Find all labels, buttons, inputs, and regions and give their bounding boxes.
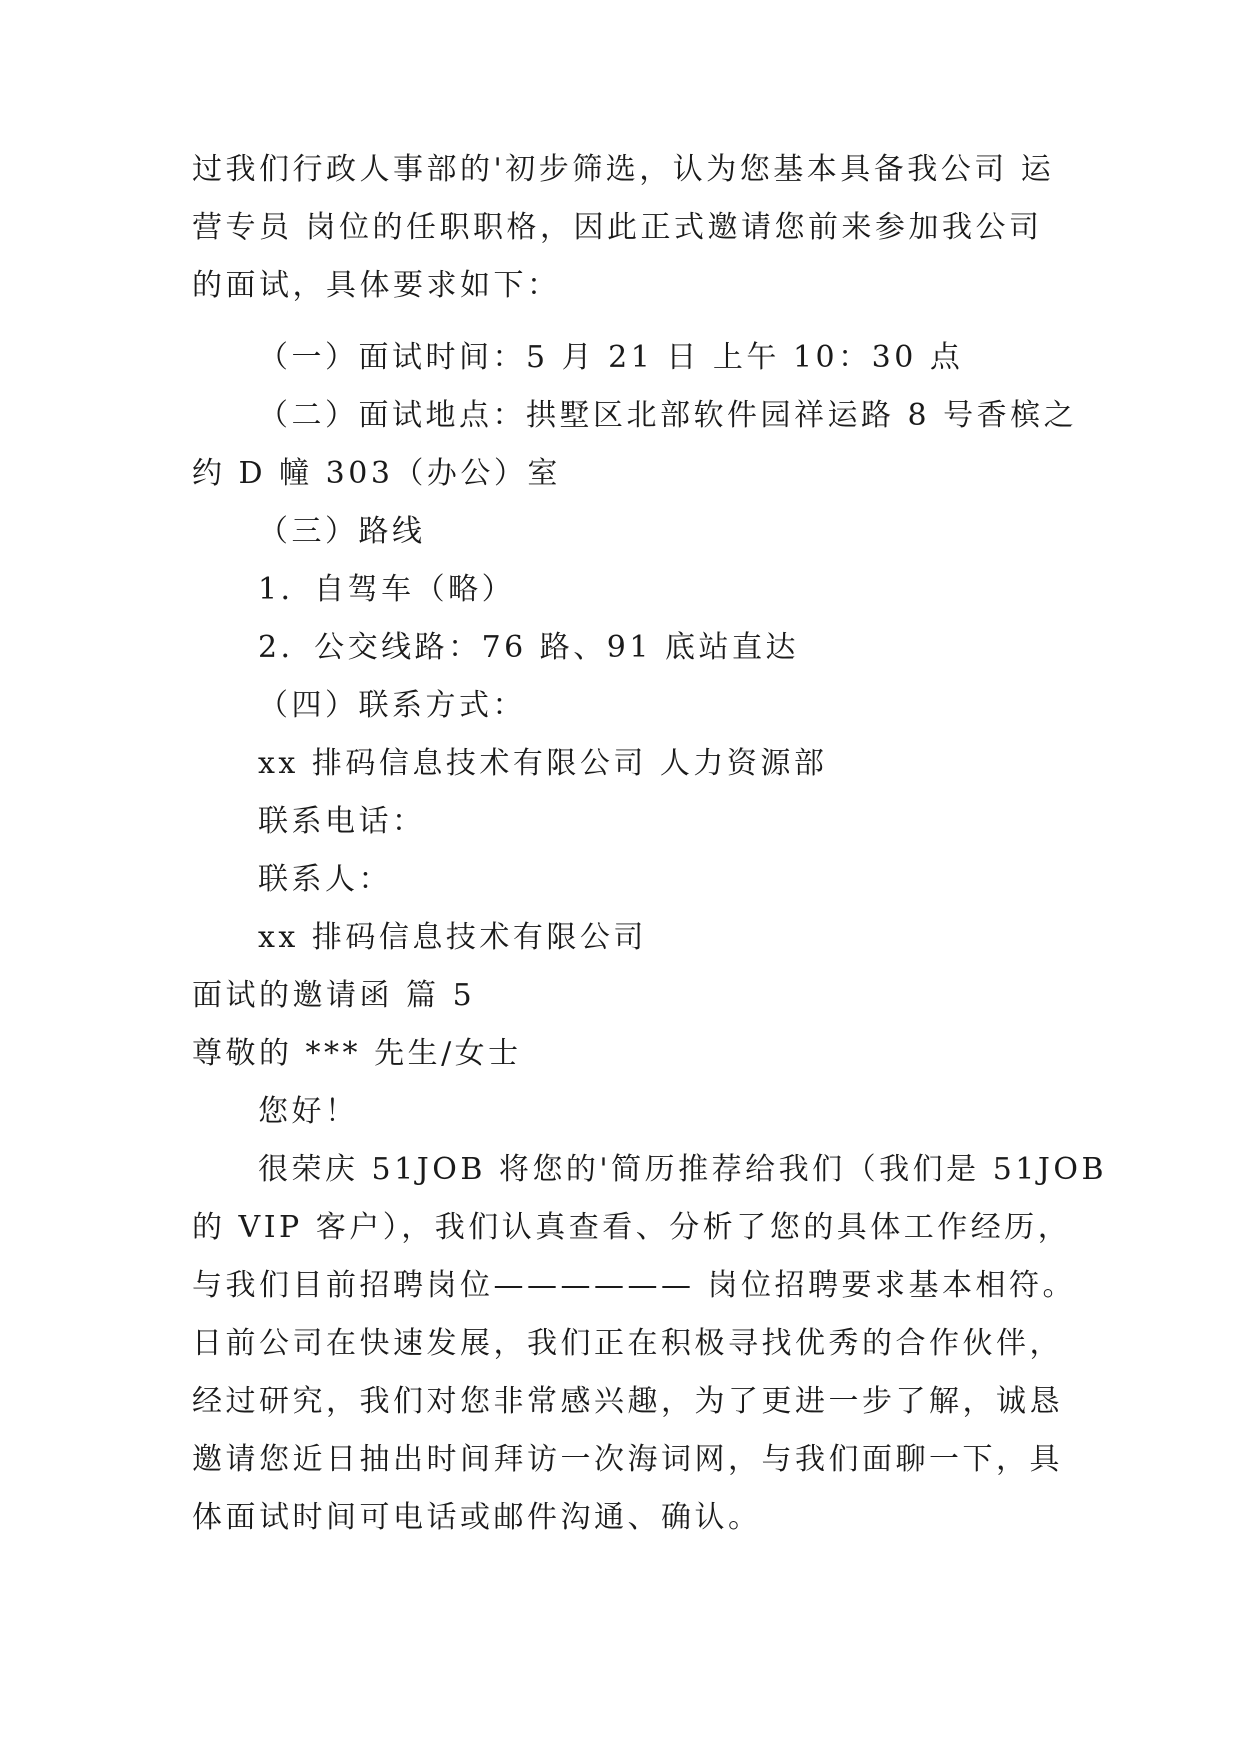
section-title: 面试的邀请函 篇 5 [192,978,476,1013]
paragraph-line: 与我们目前招聘岗位—————— 岗位招聘要求基本相符。 [192,1268,1077,1303]
paragraph-line: 日前公司在快速发展，我们正在积极寻找优秀的合作伙伴， [192,1326,1063,1361]
list-item-time: （一）面试时间：5 月 21 日 上午 10：30 点 [258,340,964,375]
list-item-location-cont: 约 D 幢 303（办公）室 [192,456,561,491]
list-item-location: （二）面试地点：拱墅区北部软件园祥运路 8 号香槟之 [258,398,1078,433]
paragraph-line: 营专员 岗位的任职职格，因此正式邀请您前来参加我公司 [192,210,1043,245]
signature-company: xx 排码信息技术有限公司 [258,920,647,955]
paragraph-line: 邀请您近日抽出时间拜访一次海词网，与我们面聊一下，具 [192,1442,1063,1477]
route-item-bus: 2．公交线路：76 路、91 底站直达 [258,630,800,665]
route-item-car: 1．自驾车（略） [258,572,516,607]
contact-person: 联系人： [258,862,392,897]
paragraph-line: 过我们行政人事部的'初步筛选，认为您基本具备我公司 运 [192,152,1055,187]
paragraph-line: 体面试时间可电话或邮件沟通、确认。 [192,1500,762,1535]
salutation: 尊敬的 *** 先生/女士 [192,1036,522,1071]
greeting: 您好！ [258,1094,359,1129]
paragraph-line: 的 VIP 客户），我们认真查看、分析了您的具体工作经历， [192,1210,1072,1245]
contact-phone: 联系电话： [258,804,426,839]
contact-company-dept: xx 排码信息技术有限公司 人力资源部 [258,746,828,781]
paragraph-line: 很荣庆 51JOB 将您的'简历推荐给我们（我们是 51JOB [258,1152,1108,1187]
list-item-route: （三）路线 [258,514,426,549]
list-item-contact: （四）联系方式： [258,688,526,723]
paragraph-line: 的面试，具体要求如下： [192,268,561,303]
paragraph-line: 经过研究，我们对您非常感兴趣，为了更进一步了解，诚恳 [192,1384,1063,1419]
